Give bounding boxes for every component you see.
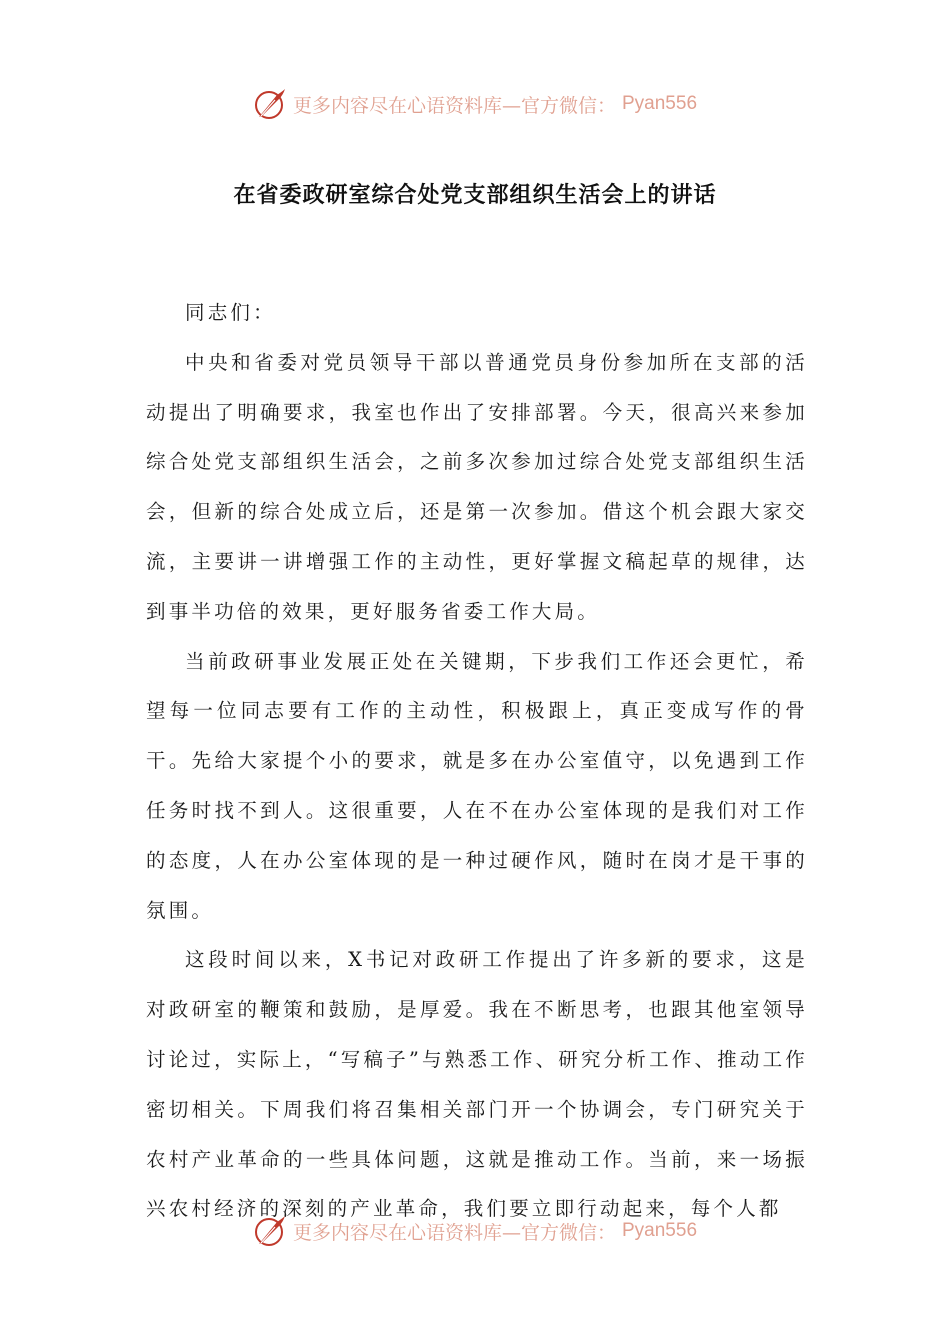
body-paragraph: 当前政研事业发展正处在关键期，下步我们工作还会更忙，希望每一位同志要有工作的主动性，积极跟上，真正变成写作的骨干。先给大家提个小的要求，就是多在办公室值守，以免遇到工作任务时找不到人。这很重要，人在不在办公室体现的是我们对工作的态度，人在办公室体现的是一种过硬作风，随时在岗才是干事的氛围。 [146, 649, 808, 922]
quill-logo-icon [253, 87, 287, 121]
watermark-header [0, 84, 950, 124]
document-body [146, 288, 808, 1234]
watermark-text: 更多内容尽在心语资料库—官方微信： [292, 94, 616, 117]
watermark-text: 更多内容尽在心语资料库—官方微信： [292, 1221, 616, 1244]
watermark-wechat-id: Pyan556 [622, 1220, 698, 1241]
salutation: 同志们： [185, 301, 276, 324]
watermark-footer [0, 1211, 950, 1251]
document-title: 在省委政研室综合处党支部组织生活会上的讲话 [233, 183, 717, 208]
watermark-wechat-id: Pyan556 [622, 93, 698, 114]
body-paragraph: 这段时间以来，X书记对政研工作提出了许多新的要求，这是对政研室的鞭策和鼓励，是厚爱。我在不断思考，也跟其他室领导讨论过，实际上，“写稿子”与熟悉工作、研究分析工作、推动工作密切相关。下周我们将召集相关部门开一个协调会，专门研究关于农村产业革命的一些具体问题，这就是推动工作。当前，来一场振兴农村经济的深刻的产业革命，我们要立即行动起来，每个人都 [146, 948, 808, 1221]
body-paragraph: 中央和省委对党员领导干部以普通党员身份参加所在支部的活动提出了明确要求，我室也作出了安排部署。今天，很高兴来参加综合处党支部组织生活会，之前多次参加过综合处党支部组织生活会，但新的综合处成立后，还是第一次参加。借这个机会跟大家交流，主要讲一讲增强工作的主动性，更好掌握文稿起草的规律，达到事半功倍的效果，更好服务省委工作大局。 [146, 350, 808, 623]
quill-logo-icon [253, 1214, 287, 1248]
